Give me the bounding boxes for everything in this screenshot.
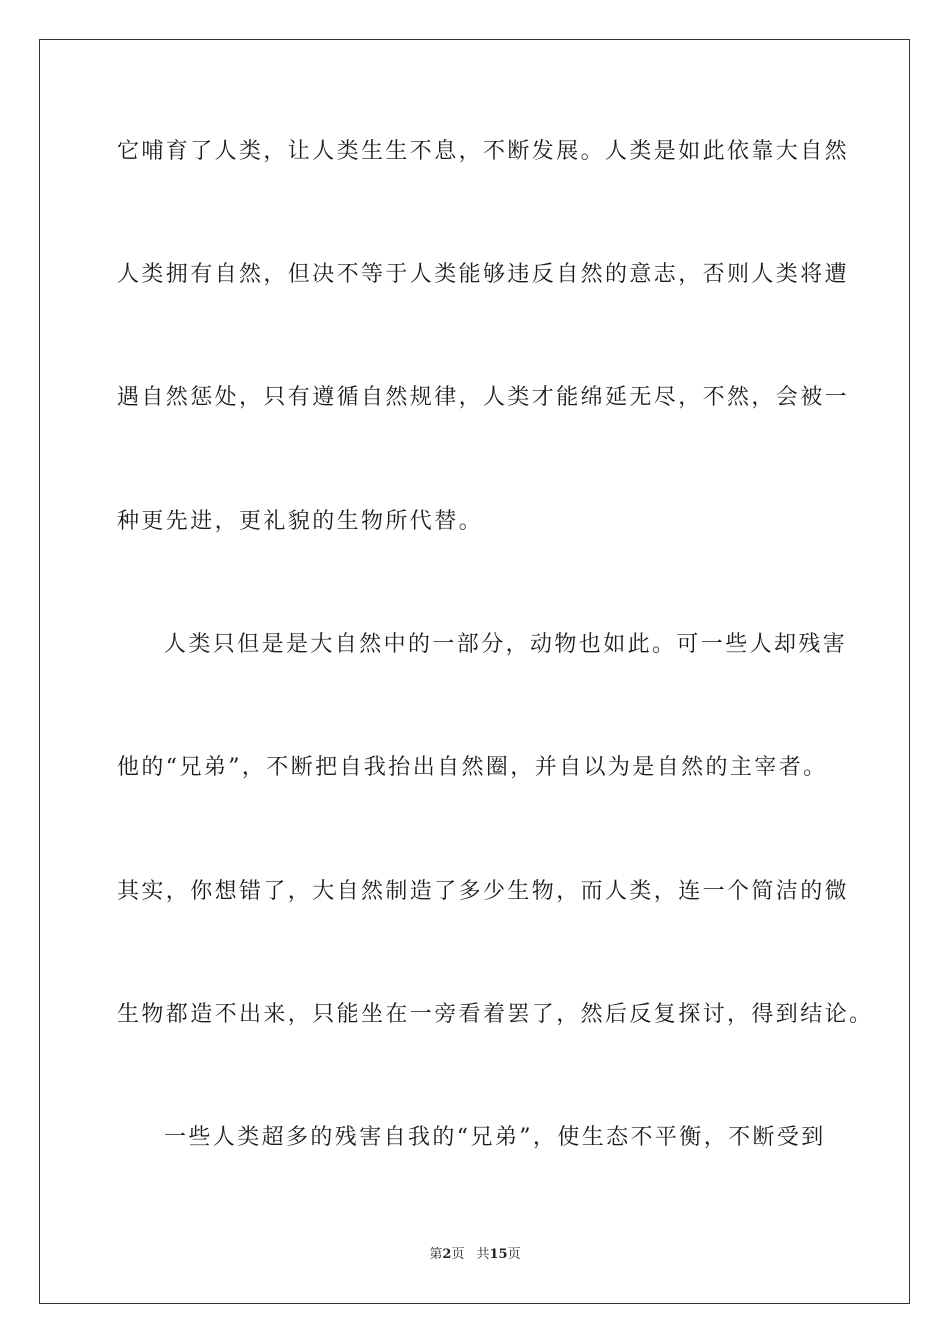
footer-page-current: 2 bbox=[442, 1247, 452, 1262]
text-line-8: 生物都造不出来，只能坐在一旁看着罢了，然后反复探讨，得到结论。 bbox=[117, 1002, 874, 1027]
footer-page-unit: 页 bbox=[451, 1247, 465, 1262]
footer-total-unit: 页 bbox=[507, 1247, 521, 1262]
text-line-6: 他的“兄弟”，不断把自我抬出自然圈，并自以为是自然的主宰者。 bbox=[117, 755, 828, 780]
footer-total-prefix: 共 bbox=[476, 1247, 490, 1262]
text-line-2: 人类拥有自然，但决不等于人类能够违反自然的意志，否则人类将遭 bbox=[117, 262, 850, 287]
page-border bbox=[39, 39, 910, 1304]
text-line-4: 种更先进，更礼貌的生物所代替。 bbox=[117, 509, 484, 534]
paragraph-start-line-9: 一些人类超多的残害自我的“兄弟”，使生态不平衡，不断受到 bbox=[164, 1125, 826, 1150]
footer-page-total: 15 bbox=[489, 1247, 508, 1262]
paragraph-start-line-5: 人类只但是是大自然中的一部分，动物也如此。可一些人却残害 bbox=[164, 632, 848, 657]
text-line-1: 它哺育了人类，让人类生生不息，不断发展。人类是如此依靠大自然 bbox=[117, 139, 850, 164]
page-footer bbox=[0, 1246, 950, 1264]
text-line-7: 其实，你想错了，大自然制造了多少生物，而人类，连一个简洁的微 bbox=[117, 879, 850, 904]
text-line-3: 遇自然惩处，只有遵循自然规律，人类才能绵延无尽，不然，会被一 bbox=[117, 385, 850, 410]
footer-page-prefix: 第 bbox=[429, 1247, 443, 1262]
